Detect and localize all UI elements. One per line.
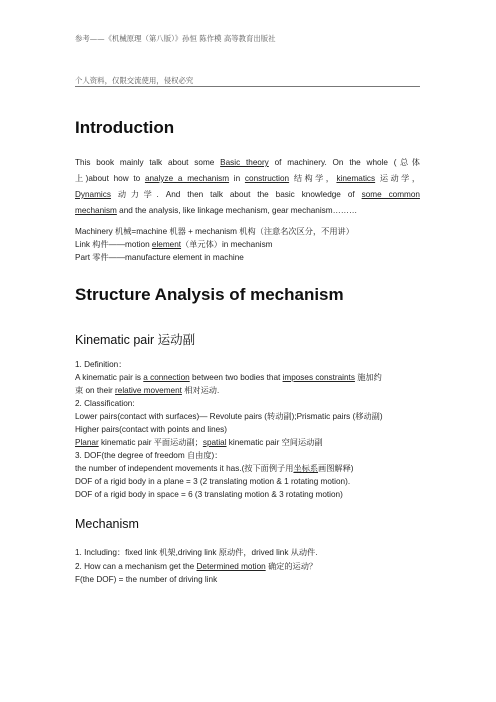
reference-line: 参考——《机械原理（第八版）》孙恒 陈作模 高等教育出版社: [75, 34, 276, 43]
underlined-term: construction: [244, 174, 290, 183]
text-run: 2. Classification:: [75, 399, 135, 408]
underlined-term: kinematics: [336, 174, 376, 183]
notice-line: 个人资料，仅限交流使用，侵权必究: [75, 76, 194, 85]
heading-kinematic-pair: Kinematic pair 运动副: [75, 333, 196, 347]
text-run: 动力学. And then talk about the basic knowledge of: [110, 190, 362, 199]
text-run: Higher pairs(contact with points and lines): [75, 425, 227, 434]
underlined-term: Planar: [75, 438, 99, 447]
link-line: [75, 239, 273, 250]
dof-formula-line: [75, 574, 217, 585]
dof-space-line: [75, 489, 343, 500]
definition-text-2: [75, 385, 219, 396]
intro-line-2: [75, 173, 420, 184]
underlined-term: element: [151, 240, 182, 249]
underlined-term: 坐标系: [293, 464, 319, 473]
part-line: [75, 252, 244, 263]
text-run: the number of independent movements it has.(按下面例子用: [75, 464, 294, 473]
determined-motion-item: [75, 561, 317, 572]
planar-spatial-line: [75, 437, 323, 448]
text-run: 运动学，: [375, 174, 421, 183]
classification-item: [75, 398, 135, 409]
text-run: DOF of a rigid body in space = 6 (3 translating motion & 3 rotating motion): [75, 490, 343, 499]
text-run: 1. Definition：: [75, 360, 127, 369]
heading-introduction: Introduction: [75, 118, 175, 137]
machinery-line: [75, 226, 354, 237]
text-run: kinematic pair 平面运动副；: [98, 438, 203, 447]
heading-structure-analysis: Structure Analysis of mechanism: [75, 285, 344, 304]
text-run: 上)about how to: [75, 174, 145, 183]
text-run: Link 构件——motion: [75, 240, 152, 249]
dof-definition-line: [75, 463, 354, 474]
text-run: Machinery 机械=machine 机器 + mechanism 机构（注意名次区分，不用讲）: [75, 227, 354, 236]
underlined-term: Basic theory: [220, 158, 269, 167]
text-run: （单元体）in mechanism: [181, 240, 273, 249]
text-run: F(the DOF) = the number of driving link: [75, 575, 218, 584]
text-run: 2. How can a mechanism get the: [75, 562, 197, 571]
underlined-term: mechanism: [75, 206, 117, 215]
intro-line-1: [75, 157, 420, 168]
text-run: 束 on their: [75, 386, 116, 395]
dof-item: [75, 450, 222, 461]
text-run: 1. Including：fixed link 机架,driving link 原动件，drived link 从动件.: [75, 548, 318, 557]
header-divider: [75, 86, 420, 87]
heading-mechanism: Mechanism: [75, 517, 139, 531]
intro-line-3: [75, 189, 420, 200]
underlined-term: imposes constraints: [282, 373, 355, 382]
text-run: and the analysis, like linkage mechanism, gear mechanism………: [116, 206, 358, 215]
text-run: between two bodies that: [189, 373, 283, 382]
text-run: A kinematic pair is: [75, 373, 144, 382]
text-run: 相对运动.: [181, 386, 220, 395]
text-run: 施加约: [354, 373, 382, 382]
higher-pairs-line: [75, 424, 227, 435]
text-run: Part 零件——manufacture element in machine: [75, 253, 244, 262]
including-item: [75, 547, 318, 558]
text-run: This book mainly talk about some: [75, 158, 221, 167]
underlined-term: some common: [361, 190, 420, 199]
text-run: 结构学，: [289, 174, 337, 183]
underlined-term: Determined motion: [196, 562, 266, 571]
underlined-term: analyze a mechanism: [144, 174, 230, 183]
underlined-term: relative movement: [115, 386, 182, 395]
text-run: Lower pairs(contact with surfaces)— Revolute pairs (转动副);Prismatic pairs (移动副): [75, 412, 383, 421]
underlined-term: a connection: [143, 373, 190, 382]
text-run: 确定的运动？: [265, 562, 318, 571]
text-run: DOF of a rigid body in a plane = 3 (2 translating motion & 1 rotating motion).: [75, 477, 351, 486]
text-run: 3. DOF(the degree of freedom 自由度)：: [75, 451, 223, 460]
underlined-term: Dynamics: [75, 190, 111, 199]
definition-item: [75, 359, 126, 370]
text-run: kinematic pair 空间运动副: [226, 438, 323, 447]
underlined-term: spatial: [202, 438, 227, 447]
text-run: in: [229, 174, 245, 183]
intro-line-4: [75, 205, 357, 216]
text-run: 画图解释): [318, 464, 354, 473]
dof-plane-line: [75, 476, 350, 487]
lower-pairs-line: [75, 411, 383, 422]
text-run: of machinery. On the whole (总体: [268, 158, 420, 167]
definition-text-1: [75, 372, 382, 383]
